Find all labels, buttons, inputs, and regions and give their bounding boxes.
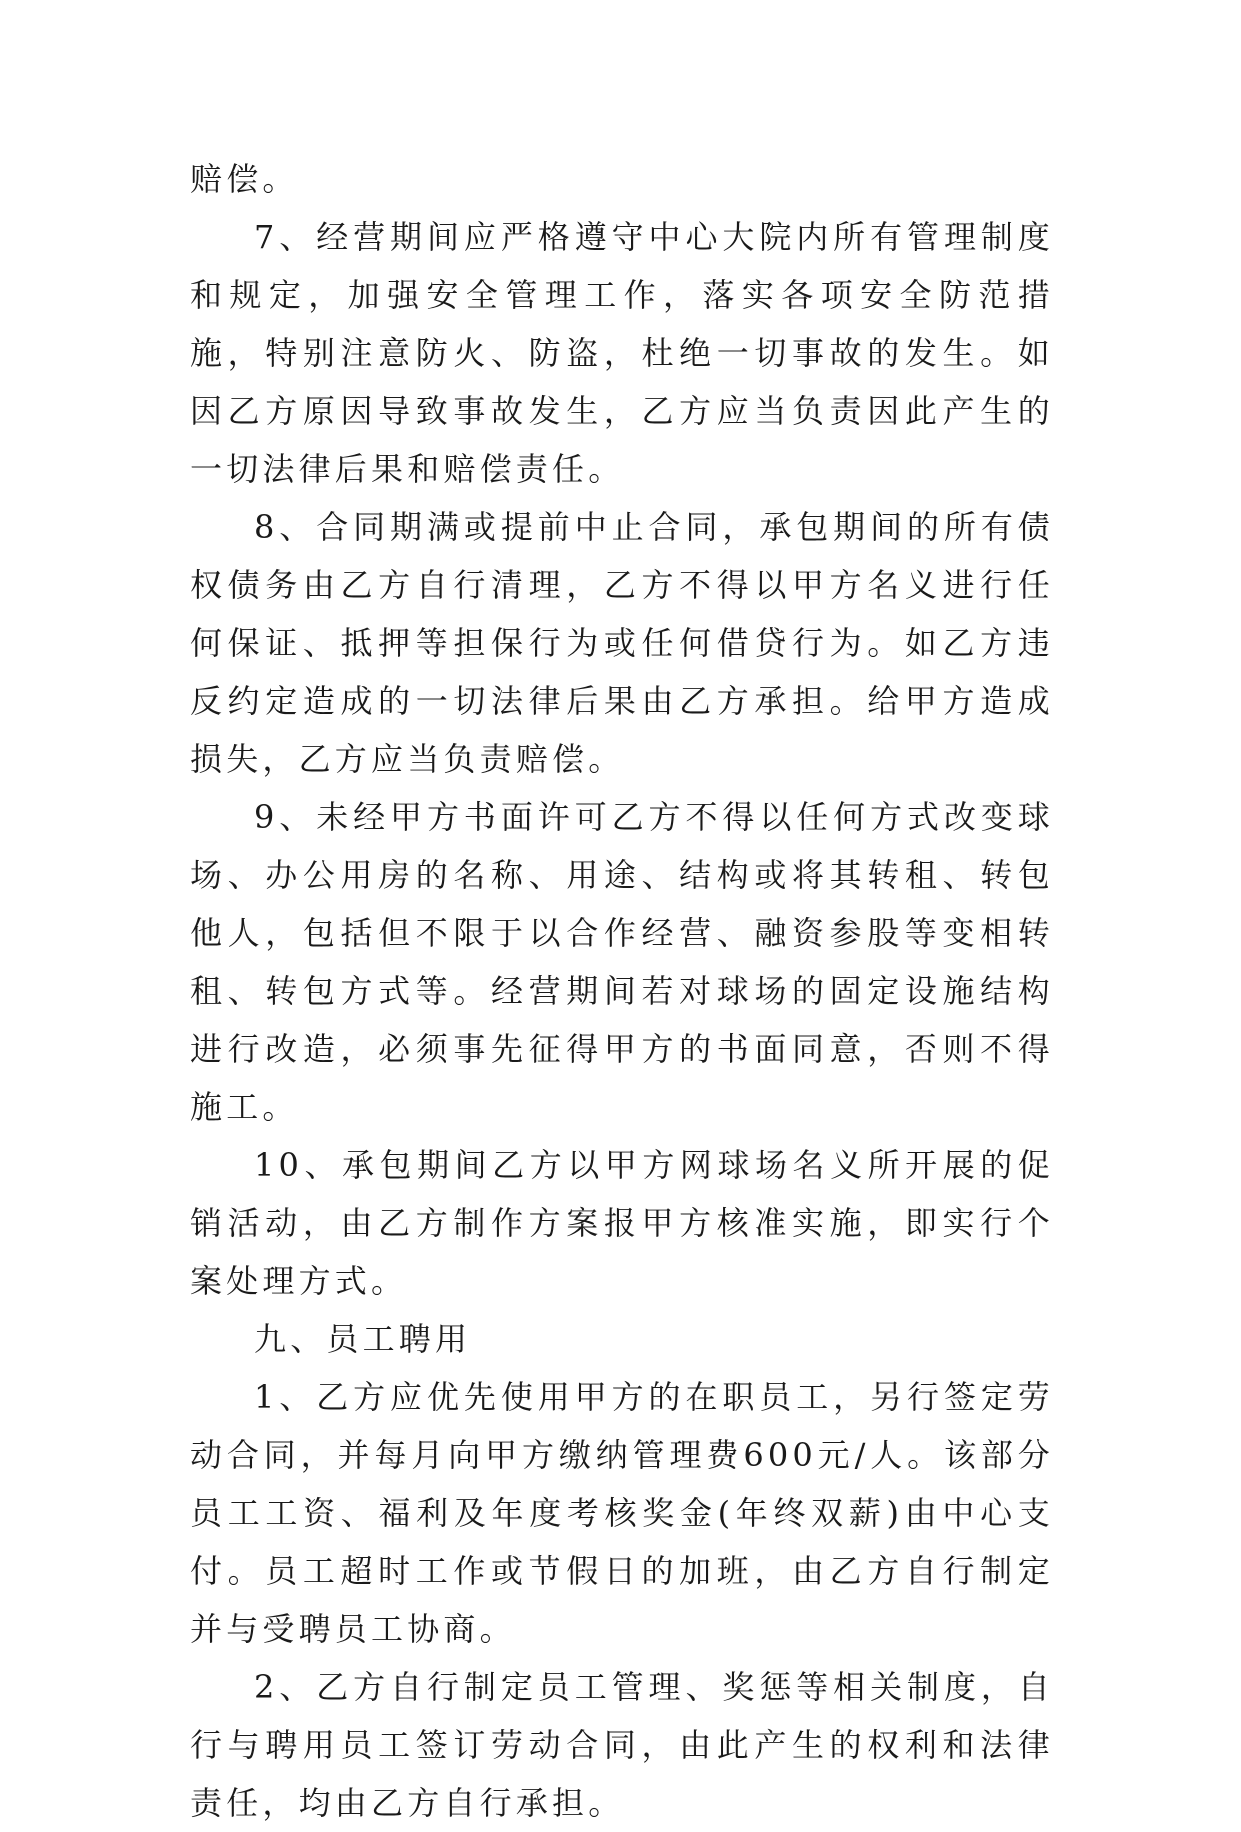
- paragraph-clause-10: 10、承包期间乙方以甲方网球场名义所开展的促销活动，由乙方制作方案报甲方核准实施，即实行个案处理方式。: [190, 1146, 1054, 1300]
- paragraph-employment-1: 1、乙方应优先使用甲方的在职员工，另行签定劳动合同，并每月向甲方缴纳管理费600元/人。该部分员工工资、福利及年度考核奖金(年终双薪)由中心支付。员工超时工作或节假日的加班，由乙方自行制定并与受聘员工协商。: [190, 1378, 1054, 1648]
- paragraph-clause-9: 9、未经甲方书面许可乙方不得以任何方式改变球场、办公用房的名称、用途、结构或将其转租、转包他人，包括但不限于以合作经营、融资参股等变相转租、转包方式等。经营期间若对球场的固定设施结构进行改造，必须事先征得甲方的书面同意，否则不得施工。: [190, 798, 1054, 1126]
- paragraph-clause-8: 8、合同期满或提前中止合同，承包期间的所有债权债务由乙方自行清理，乙方不得以甲方名义进行任何保证、抵押等担保行为或任何借贷行为。如乙方违反约定造成的一切法律后果由乙方承担。给甲方造成损失，乙方应当负责赔偿。: [190, 508, 1054, 778]
- section-heading-employment: 九、员工聘用: [254, 1320, 472, 1358]
- paragraph-clause-7: 7、经营期间应严格遵守中心大院内所有管理制度和规定，加强安全管理工作，落实各项安全防范措施，特别注意防火、防盗，杜绝一切事故的发生。如因乙方原因导致事故发生，乙方应当负责因此产生的一切法律后果和赔偿责任。: [190, 218, 1054, 488]
- paragraph-employment-2: 2、乙方自行制定员工管理、奖惩等相关制度，自行与聘用员工签订劳动合同，由此产生的权利和法律责任，均由乙方自行承担。: [190, 1668, 1054, 1822]
- paragraph-continuation: 赔偿。: [190, 160, 299, 198]
- document-body: [190, 150, 1054, 1832]
